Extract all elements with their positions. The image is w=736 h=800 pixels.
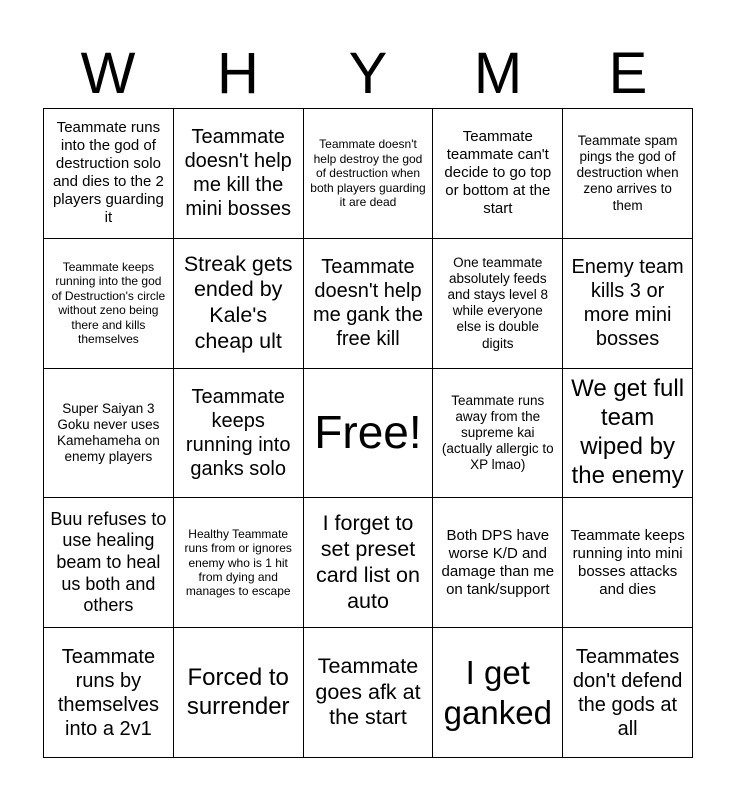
bingo-cell-text: Healthy Teammate runs from or ignores enemy who is 1 hit from dying and manages to escape (184, 526, 292, 599)
bingo-cell-2-1[interactable] (44, 239, 174, 369)
bingo-cell-2-4[interactable] (433, 239, 563, 369)
bingo-cell-4-3[interactable] (304, 498, 434, 628)
bingo-cell-3-2[interactable] (174, 369, 304, 499)
bingo-cell-text: Forced to surrender (186, 663, 290, 720)
bingo-cell-text: Teammate goes afk at the start (315, 653, 421, 730)
header-letter-w: W (80, 41, 136, 106)
bingo-cell-text: I forget to set preset card list on auto (316, 511, 420, 613)
header-letter-h: H (217, 41, 259, 106)
bingo-cell-text: Teammate spam pings the god of destruction when zeno arrives to them (576, 132, 679, 213)
bingo-cell-1-4[interactable] (433, 109, 563, 239)
bingo-cell-3-3-free[interactable] (304, 369, 434, 499)
bingo-cell-text: One teammate absolutely feeds and stays level 8 while everyone else is double digits (447, 254, 549, 351)
bingo-cell-text: Buu refuses to use healing beam to heal us both and others (50, 508, 167, 616)
bingo-cell-5-3[interactable] (304, 628, 434, 758)
bingo-cell-4-2[interactable] (174, 498, 304, 628)
bingo-cell-text: I get ganked (443, 654, 552, 731)
header-letter-m: M (473, 41, 523, 106)
bingo-cell-text: Enemy team kills 3 or more mini bosses (571, 256, 684, 351)
bingo-cell-text: Teammate teammate can't decide to go top or bottom at the start (444, 128, 552, 218)
bingo-cell-2-5[interactable] (563, 239, 693, 369)
bingo-cell-1-3[interactable] (304, 109, 434, 239)
bingo-cell-text: Teammate runs by themselves into a 2v1 (57, 645, 159, 740)
bingo-cell-4-4[interactable] (433, 498, 563, 628)
bingo-cell-1-5[interactable] (563, 109, 693, 239)
bingo-cell-text: Teammate doesn't help destroy the god of destruction when both players guarding it are dead (310, 137, 426, 209)
bingo-board (43, 108, 693, 758)
free-space-label: Free! (314, 406, 422, 459)
bingo-cell-5-4[interactable] (433, 628, 563, 758)
bingo-header (43, 40, 693, 108)
header-letter-y: Y (348, 41, 388, 106)
bingo-cell-text: Streak gets ended by Kale's cheap ult (183, 251, 293, 353)
bingo-cell-2-3[interactable] (304, 239, 434, 369)
bingo-cell-text: Both DPS have worse K/D and damage than me on tank/support (441, 526, 555, 598)
bingo-cell-5-2[interactable] (174, 628, 304, 758)
bingo-cell-2-2[interactable] (174, 239, 304, 369)
bingo-cell-3-4[interactable] (433, 369, 563, 499)
bingo-cell-5-1[interactable] (44, 628, 174, 758)
bingo-cell-text: Teammates don't defend the gods at all (572, 645, 683, 740)
bingo-cell-1-2[interactable] (174, 109, 304, 239)
bingo-cell-text: Teammate doesn't help me kill the mini bosses (184, 126, 292, 221)
bingo-cell-4-1[interactable] (44, 498, 174, 628)
bingo-cell-1-1[interactable] (44, 109, 174, 239)
bingo-cell-text: Teammate doesn't help me gank the free kill (312, 256, 424, 351)
bingo-cell-text: Super Saiyan 3 Goku never uses Kamehameha on enemy players (56, 400, 160, 465)
bingo-cell-text: Teammate runs into the god of destruction solo and dies to the 2 players guarding it (52, 119, 164, 227)
bingo-cell-5-5[interactable] (563, 628, 693, 758)
header-letter-e: E (608, 41, 648, 106)
bingo-cell-text: Teammate runs away from the supreme kai (actually allergic to XP lmao) (441, 392, 554, 473)
bingo-cell-text: We get full team wiped by the enemy (571, 375, 685, 489)
bingo-cell-text: Teammate keeps running into ganks solo (185, 385, 291, 480)
bingo-cell-4-5[interactable] (563, 498, 693, 628)
bingo-cell-text: Teammate keeps running into mini bosses attacks and dies (570, 526, 685, 598)
bingo-cell-3-1[interactable] (44, 369, 174, 499)
bingo-cell-3-5[interactable] (563, 369, 693, 499)
bingo-cell-text: Teammate keeps running into the god of Destruction's circle without zeno being there and kills themselves (51, 260, 166, 346)
